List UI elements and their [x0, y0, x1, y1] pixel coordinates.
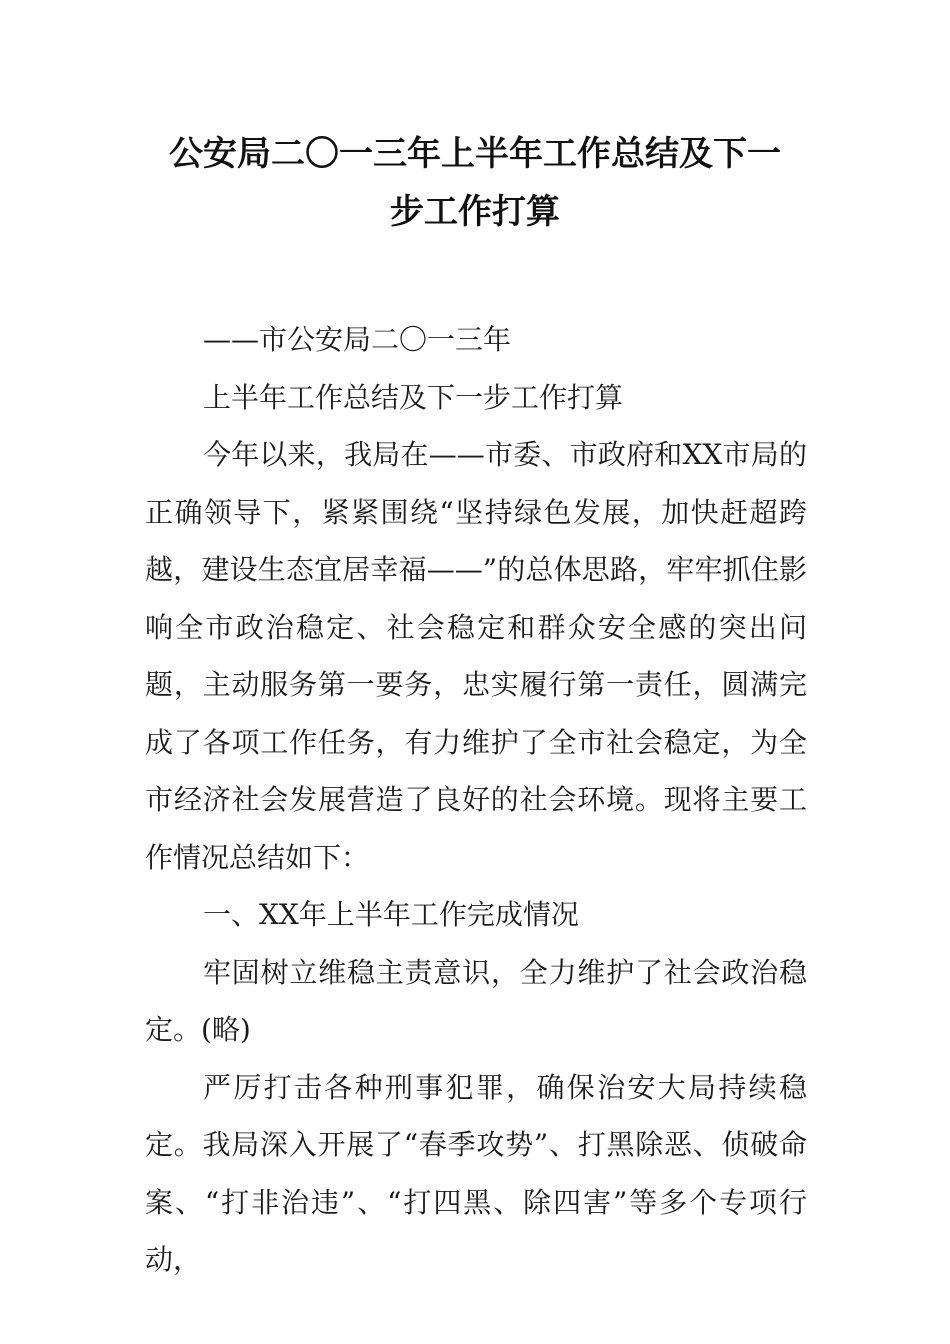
document-title-line-1: 公安局二〇一三年上半年工作总结及下一	[169, 134, 781, 174]
document-title-line-2: 步工作打算	[390, 192, 560, 232]
paragraph-subtitle-1: ——市公安局二〇一三年	[203, 323, 512, 356]
document-body	[145, 311, 807, 1289]
paragraph-intro: 今年以来，我局在——市委、市政府和XX市局的正确领导下，紧紧围绕“坚持绿色发展，加快赶超跨越，建设生态宜居幸福——”的总体思路，牢牢抓住影响全市政治稳定、社会稳定和群众安全感的突出问题，主动服务第一要务，忠实履行第一责任，圆满完成了各项工作任务，有力维护了全市社会稳定，为全市经济社会发展营造了良好的社会环境。现将主要工作情况总结如下：	[145, 438, 807, 874]
paragraph-crime-crackdown: 严厉打击各种刑事犯罪，确保治安大局持续稳定。我局深入开展了“春季攻势”、打黑除恶、侦破命案、“打非治违”、“打四黑、除四害”等多个专项行动，	[145, 1070, 807, 1276]
paragraph-stability: 牢固树立维稳主责意识，全力维护了社会政治稳定。(略)	[145, 955, 807, 1046]
section-heading-1: 一、XX年上半年工作完成情况	[203, 898, 579, 931]
paragraph-subtitle-2: 上半年工作总结及下一步工作打算	[203, 380, 624, 414]
